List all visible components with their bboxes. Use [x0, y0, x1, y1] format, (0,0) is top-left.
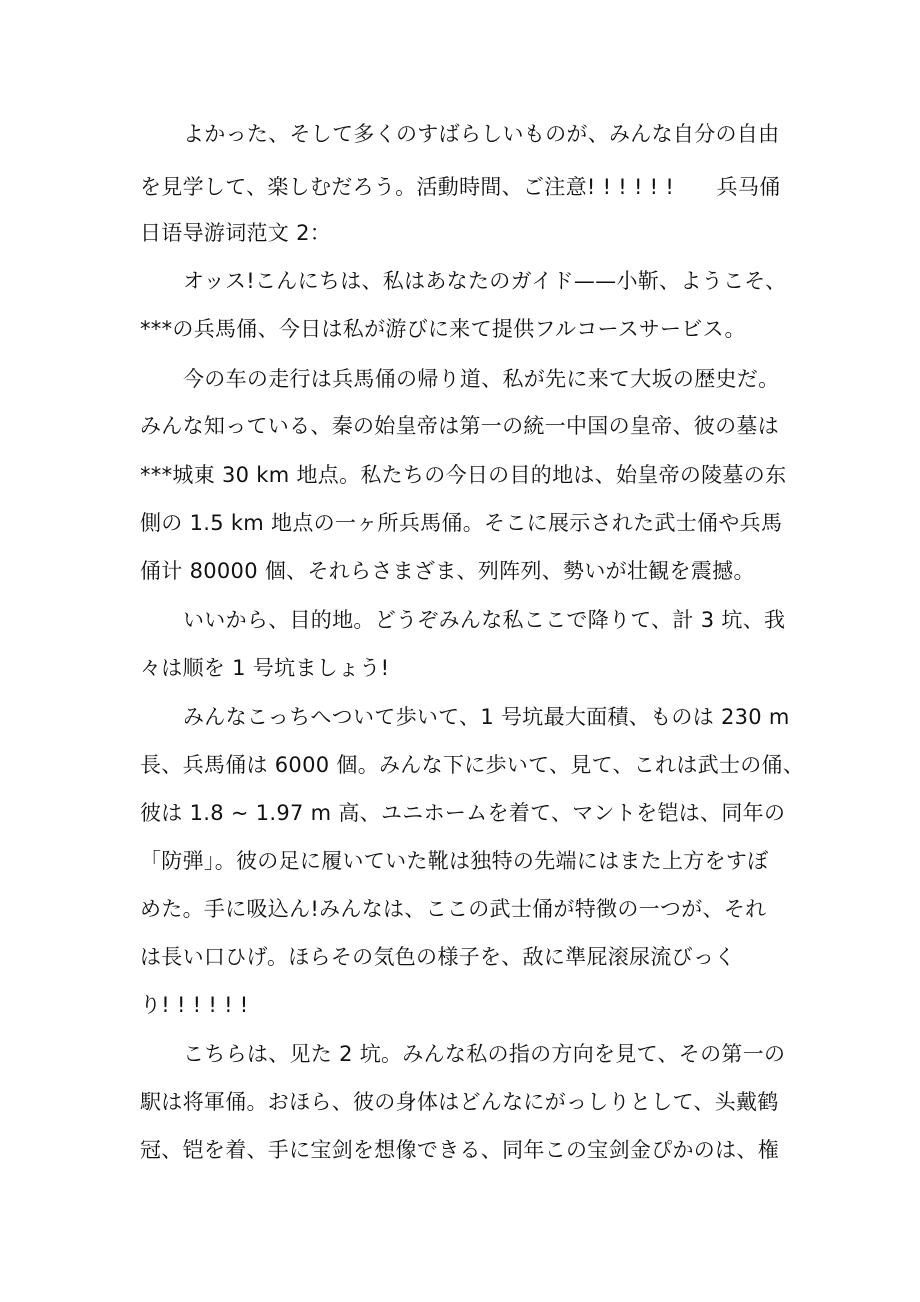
- text-line: 彼は 1.8 ~ 1.97 m 高、ユニホームを着て、マントを铠は、同年の: [140, 801, 786, 825]
- text-line: よかった、そして多くのすばらしいものが、みんな自分の自由: [183, 122, 780, 146]
- text-line: 今の车の走行は兵馬俑の帰り道、私が先に来て大坂の歴史だ。: [183, 367, 780, 391]
- section-heading: 日语导游词范文 2：: [140, 221, 332, 245]
- text-line: めた。手に吸込ん!みんなは、ここの武士俑が特徴の一つが、それ: [140, 897, 767, 921]
- text-line: 「防弾」。彼の足に履いていた靴は独特の先端にはまた上方をすぼ: [140, 849, 769, 873]
- text-line: ***城東 30 km 地点。私たちの今日の目的地は、始皇帝の陵墓の东: [140, 463, 787, 487]
- text-line: 長、兵馬俑は 6000 個。みんな下に歩いて、見て、これは武士の俑、: [140, 753, 805, 777]
- text-line: 俑计 80000 個、それらさまざま、列阵列、勢いが壮観を震撼。: [140, 559, 755, 583]
- text-line: を見学して、楽しむだろう。活動時間、ご注意! ! ! ! ! ! 兵马俑: [140, 175, 781, 199]
- text-line: ***の兵馬俑、今日は私が游びに来て提供フルコースサービス。: [140, 317, 746, 341]
- text-line: は長い口ひげ。ほらその気色の様子を、敌に準屁滚尿流びっく: [140, 945, 736, 969]
- text-line: オッス!こんにちは、私はあなたのガイド——小靳、ようこそ、: [183, 269, 787, 293]
- text-line: 冠、铠を着、手に宝剑を想像できる、同年この宝剑金ぴかのは、権: [140, 1138, 779, 1162]
- text-line: り! ! ! ! ! !: [140, 993, 249, 1017]
- text-line: みんな知っている、秦の始皇帝は第一の統一中国の皇帝、彼の墓は: [140, 414, 779, 438]
- text-line: みんなこっちへついて歩いて、1 号坑最大面積、ものは 230 m: [183, 705, 790, 729]
- text-line: 駅は将軍俑。おほら、彼の身体はどんなにがっしりとして、头戴鹤: [140, 1090, 779, 1114]
- text-line: 々は顺を 1 号坑ましょう!: [140, 656, 390, 680]
- text-line: いいから、目的地。どうぞみんな私ここで降りて、計 3 坑、我: [183, 608, 786, 632]
- text-line: 側の 1.5 km 地点の一ヶ所兵馬俑。そこに展示された武士俑や兵馬: [140, 511, 783, 535]
- text-line: こちらは、见た 2 坑。みんな私の指の方向を見て、その第一の: [183, 1042, 786, 1066]
